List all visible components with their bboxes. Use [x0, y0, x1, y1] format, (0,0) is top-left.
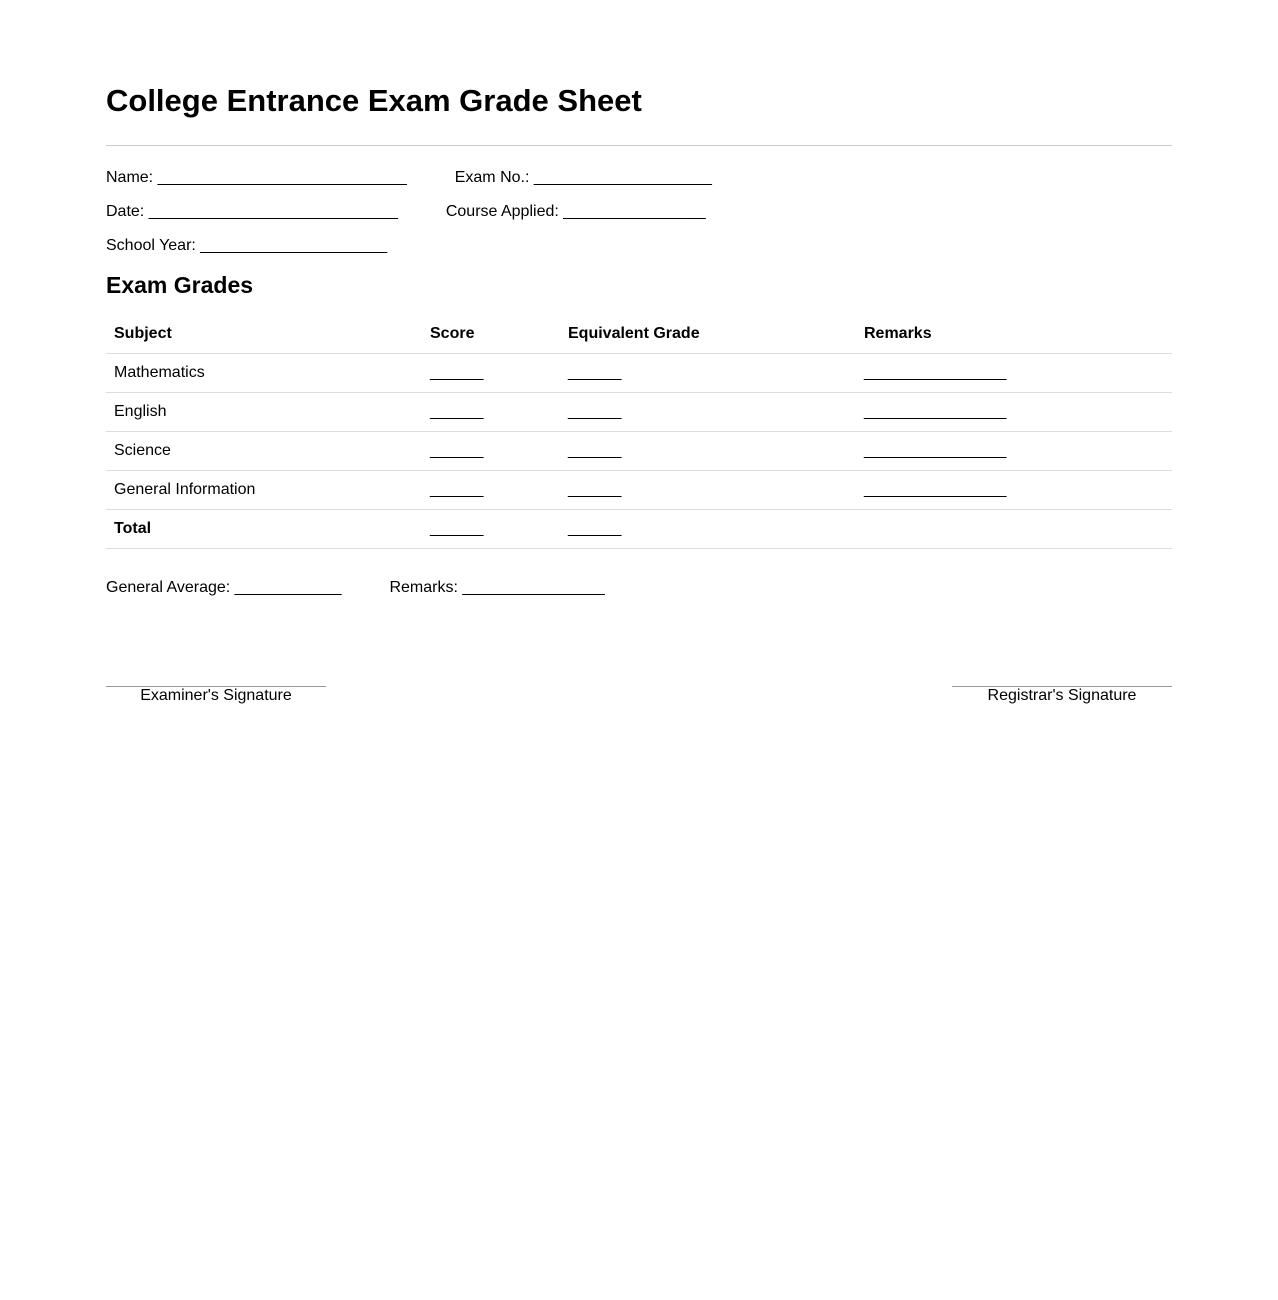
- grade-cell[interactable]: ______: [560, 471, 856, 510]
- remarks-cell[interactable]: ________________: [856, 354, 1172, 393]
- score-cell[interactable]: ______: [422, 354, 560, 393]
- general-average-field[interactable]: General Average: ____________: [106, 579, 342, 596]
- section-title: Exam Grades: [106, 272, 254, 298]
- total-remarks-cell: [856, 510, 1172, 549]
- remarks-cell[interactable]: ________________: [856, 471, 1172, 510]
- subject-cell: Science: [106, 432, 422, 471]
- table-row: [106, 354, 1172, 393]
- total-grade-cell[interactable]: ______: [560, 510, 856, 549]
- subject-cell: English: [106, 393, 422, 432]
- table-row: [106, 471, 1172, 510]
- info-row-1: [106, 169, 712, 187]
- total-score-cell[interactable]: ______: [422, 510, 560, 549]
- remarks-cell[interactable]: ________________: [856, 432, 1172, 471]
- school-year-field[interactable]: School Year: _____________________: [106, 237, 388, 254]
- summary-row: [106, 579, 605, 597]
- total-row: [106, 510, 1172, 549]
- grade-cell[interactable]: ______: [560, 393, 856, 432]
- score-cell[interactable]: ______: [422, 471, 560, 510]
- examiner-signature: Examiner's Signature: [106, 686, 326, 705]
- header-remarks: Remarks: [856, 315, 1172, 354]
- divider: [106, 145, 1172, 146]
- table-row: [106, 393, 1172, 432]
- header-equivalent-grade: Equivalent Grade: [560, 315, 856, 354]
- subject-cell: General Information: [106, 471, 422, 510]
- grade-cell[interactable]: ______: [560, 432, 856, 471]
- grades-table: [106, 315, 1172, 549]
- exam-no-field[interactable]: Exam No.: ____________________: [454, 169, 712, 186]
- name-field[interactable]: Name: ____________________________: [106, 169, 407, 186]
- table-header: [106, 315, 1172, 354]
- grade-cell[interactable]: ______: [560, 354, 856, 393]
- score-cell[interactable]: ______: [422, 393, 560, 432]
- header-subject: Subject: [106, 315, 422, 354]
- date-field[interactable]: Date: ____________________________: [106, 203, 398, 220]
- remarks-cell[interactable]: ________________: [856, 393, 1172, 432]
- header-score: Score: [422, 315, 560, 354]
- summary-remarks-field[interactable]: Remarks: ________________: [389, 579, 605, 596]
- subject-cell: Mathematics: [106, 354, 422, 393]
- page-title: College Entrance Exam Grade Sheet: [106, 83, 642, 118]
- score-cell[interactable]: ______: [422, 432, 560, 471]
- info-row-2: [106, 203, 706, 221]
- total-label: Total: [106, 510, 422, 549]
- info-row-3: [106, 237, 387, 255]
- registrar-signature: Registrar's Signature: [952, 686, 1172, 705]
- table-row: [106, 432, 1172, 471]
- course-applied-field[interactable]: Course Applied: ________________: [445, 203, 706, 220]
